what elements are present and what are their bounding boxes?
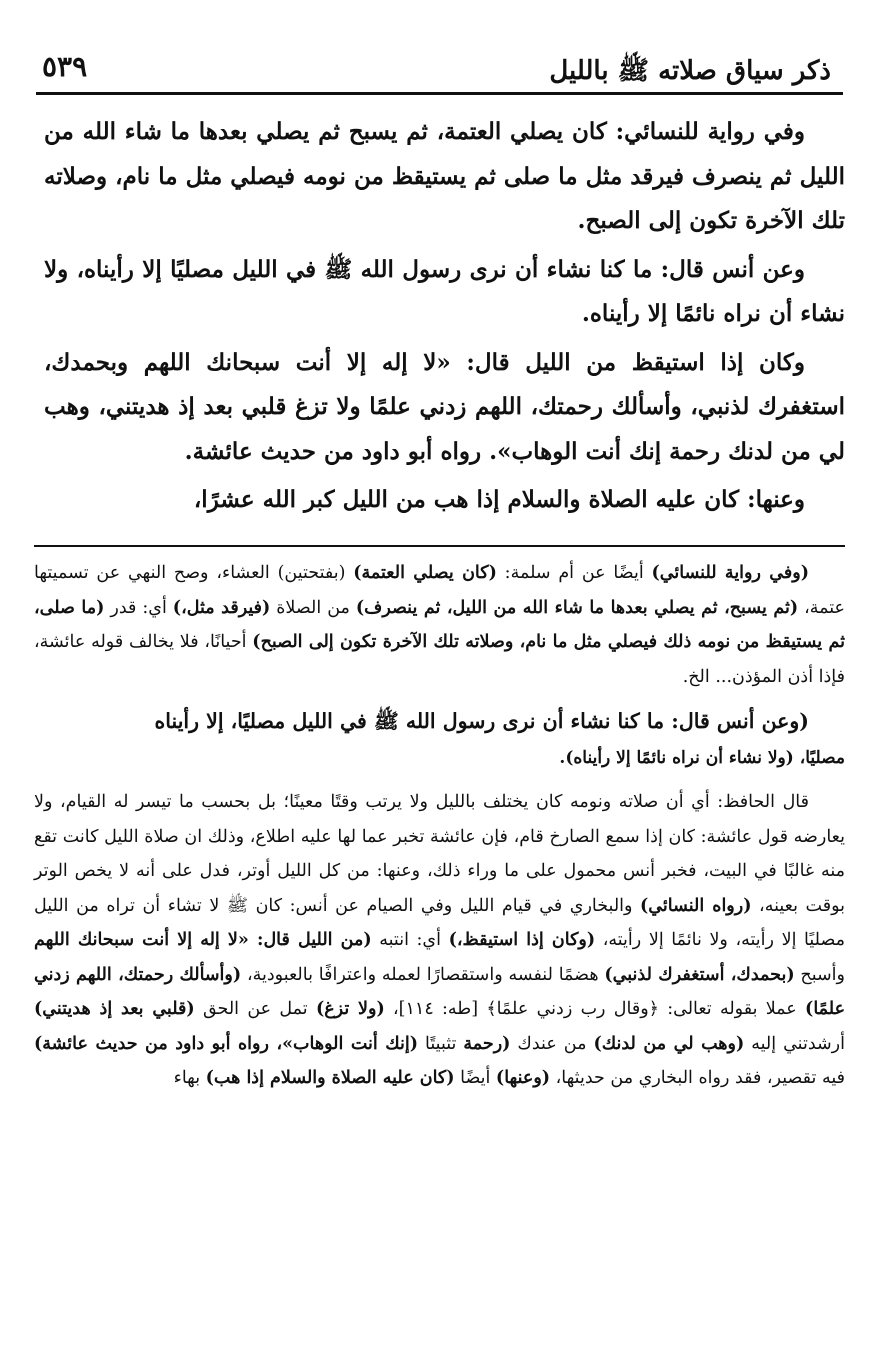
commentary-text: أي: انتبه xyxy=(371,930,449,950)
quoted-text: (كان عليه الصلاة والسلام إذا هب) xyxy=(205,1068,455,1088)
commentary-text: أرشدتني إليه xyxy=(744,1033,845,1054)
page-header xyxy=(36,46,843,96)
quoted-text: (رواه النسائي) xyxy=(640,895,752,916)
commentary-text: تثبيتًا xyxy=(418,1033,464,1054)
quoted-text: (وكان إذا استيقظ،) xyxy=(448,930,596,950)
commentary-text: عملا بقوله تعالى: ﴿وقال رب زدني علمًا﴾ [طه: ١١٤]، xyxy=(384,999,806,1019)
quoted-text: (من الليل قال: «لا إله إلا أنت سبحانك اللهم xyxy=(34,930,372,950)
commentary-paragraph xyxy=(34,785,845,1096)
commentary-text: من عندك xyxy=(510,1033,594,1054)
commentary-text: من الصلاة xyxy=(270,597,356,618)
commentary-text: تمل عن الحق xyxy=(194,999,316,1019)
commentary-text: أيضًا عن أم سلمة: xyxy=(496,563,652,583)
commentary-text: أحيانًا، فلا يخالف قوله عائشة، فإذا أذن المؤذن... الخ. xyxy=(34,632,845,687)
commentary-paragraph xyxy=(34,702,845,775)
quoted-text: (ثم يسبح، ثم يصلي بعدها ما شاء الله من الليل، ثم ينصرف) xyxy=(355,597,799,618)
main-paragraph: وفي رواية للنسائي: كان يصلي العتمة، ثم يسبح ثم يصلي بعدها ما شاء الله من الليل ثم ينصرف فيرقد مثل ما صلى ثم يستيقظ من نومه فيصلي مثل ما نام، وصلاته تلك الآخرة تكون إلى الصبح. xyxy=(44,118,845,234)
main-text xyxy=(44,110,845,527)
running-title: ذكر سياق صلاته ﷺ بالليل xyxy=(549,56,831,86)
separator-rule xyxy=(34,545,845,547)
main-paragraph: وكان إذا استيقظ من الليل قال: «لا إله إلا أنت سبحانك اللهم وبحمدك، استغفرك لذنبي، وأسألك رحمتك، اللهم زدني علمًا ولا تزغ قلبي بعد إذ هديتني، وهب لي من لدنك رحمة إنك أنت الوهاب». رواه أبو داود من حديث عائشة. xyxy=(44,348,845,465)
commentary-text: وأسبح xyxy=(794,964,845,985)
page-number: ٥٣٩ xyxy=(42,50,88,83)
quoted-text: (كان يصلي العتمة) xyxy=(353,563,497,583)
header-rule xyxy=(36,92,843,95)
commentary xyxy=(34,556,845,1104)
quoted-text: (وهب لي من لدنك) xyxy=(593,1033,745,1054)
commentary-text: قال الحافظ: أي أن صلاته ونومه كان يختلف بالليل ولا يرتب وقتًا معينًا؛ بل بحسب ما تيسر له القيام، ولا يعارضه قول عائشة: كان إذا سمع الصارخ قام، فإن عائشة تخبر عما لها عليه اطلاع، وذلك ان صلاة الليل كانت تقع منه غالبًا في البيت، فخبر أنس محمول على ما وراء ذلك، وعنها: من كل الليل أوتر، فدل على أنه لا يخص الوتر بوقت بعينه، xyxy=(34,792,845,916)
commentary-heading-tail: مصليًا، (ولا نشاء أن نراه نائمًا إلا رأيناه). xyxy=(559,747,845,768)
quoted-text: (وعنها) xyxy=(495,1068,551,1088)
main-paragraph: وعن أنس قال: ما كنا نشاء أن نرى رسول الله ﷺ في الليل مصليًا إلا رأيناه، ولا نشاء أن نراه نائمًا إلا رأيناه. xyxy=(44,255,845,327)
commentary-heading: (وعن أنس قال: ما كنا نشاء أن نرى رسول الله ﷺ في الليل مصليًا، إلا رأيناه xyxy=(154,709,809,733)
quoted-text: (فيرقد مثل،) xyxy=(172,597,271,618)
commentary-text: هضمًا لنفسه واستقصارًا لعمله واعترافًا بالعبودية، xyxy=(241,964,605,985)
commentary-text: أي: قدر xyxy=(104,597,173,618)
quoted-text: (قلبي بعد إذ هديتني) xyxy=(34,999,195,1019)
commentary-text: (بفتحتين) العشاء، وصح النهي عن تسميتها عتمة، xyxy=(34,563,845,618)
quoted-text: (ما صلى، ثم يستيقظ من نومه ذلك فيصلي مثل ما نام، وصلاته تلك الآخرة تكون إلى الصبح) xyxy=(34,597,845,652)
quoted-text: (ولا تزغ) xyxy=(315,999,385,1019)
commentary-text: والبخاري في قيام الليل وفي الصيام عن أنس: كان ﷺ لا تشاء أن تراه من الليل مصليًا إلا رأيته، ولا نائمًا إلا رأيته، xyxy=(34,895,845,950)
commentary-text: بهاء xyxy=(173,1068,206,1088)
quoted-text: (إنك أنت الوهاب»، رواه أبو داود من حديث عائشة) xyxy=(34,1033,419,1054)
commentary-paragraph xyxy=(34,556,845,694)
main-paragraph: وعنها: كان عليه الصلاة والسلام إذا هب من الليل كبر الله عشرًا، xyxy=(193,486,805,513)
quoted-text: (وفي رواية للنسائي) xyxy=(651,563,809,583)
commentary-text: فيه تقصير، فقد رواه البخاري من حديثها، xyxy=(550,1068,845,1088)
commentary-text: أيضًا xyxy=(454,1068,496,1088)
quoted-text: (وأسألك رحمتك، اللهم زدني علمًا) xyxy=(34,964,846,1019)
quoted-text: (رحمة xyxy=(463,1033,511,1054)
quoted-text: (بحمدك، أستغفرك لذنبي) xyxy=(604,964,795,985)
